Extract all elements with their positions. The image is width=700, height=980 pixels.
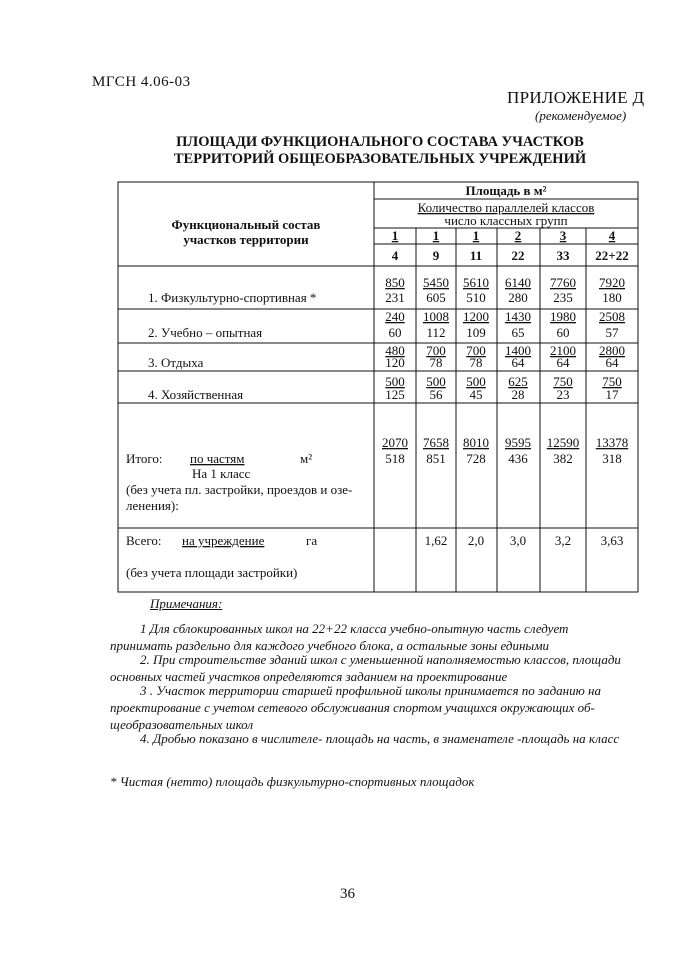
- table-title-line-1: ПЛОЩАДИ ФУНКЦИОНАЛЬНОГО СОСТАВА УЧАСТКОВ: [176, 134, 584, 150]
- class-groups-cell: 33: [556, 248, 570, 263]
- total-note-line-2: ленения):: [126, 498, 179, 513]
- grand-total-cell: 2,0: [467, 533, 485, 548]
- area-per-part-cell: 2100: [550, 343, 576, 358]
- area-per-part-cell: 500: [426, 374, 446, 389]
- area-per-class-cell: 45: [469, 387, 483, 402]
- total-per-part-cell: 12590: [546, 435, 580, 450]
- area-per-class-cell: 64: [605, 355, 619, 370]
- grand-total-unit: га: [306, 533, 318, 548]
- note-3: 3 . Участок территории старшей профильной школы принимается по заданию на проектирование с учетом сетевого обслуживания спортом учащихся окружающих об-щеобразовательных школ: [110, 683, 601, 732]
- total-per-class-cell: 436: [508, 451, 528, 466]
- parallels-header: Количество параллелей классов: [417, 200, 595, 215]
- area-per-part-cell: 700: [466, 343, 486, 358]
- area-per-part-cell: 1200: [463, 309, 489, 324]
- table-title-line-2: ТЕРРИТОРИЙ ОБЩЕОБРАЗОВАТЕЛЬНЫХ УЧРЕЖДЕНИЙ: [173, 151, 587, 167]
- total-per-part-cell: 9595: [505, 435, 531, 450]
- parallels-count-cell: 1: [432, 228, 440, 243]
- area-per-part-cell: 750: [602, 374, 622, 389]
- area-per-class-cell: 56: [429, 387, 443, 402]
- note-1: 1 Для сблокированных школ на 22+22 класса учебно-опытную часть следует принимать раздельно для каждого учебного блока, а остальные зоны едиными: [110, 621, 569, 653]
- parallels-count-cell: 4: [608, 228, 616, 243]
- area-per-part-cell: 7920: [599, 275, 625, 290]
- area-per-part-cell: 5610: [463, 275, 489, 290]
- grand-total-cell: 3,63: [600, 533, 624, 548]
- grand-total-note: (без учета площади застройки): [126, 565, 298, 580]
- area-per-class-cell: 57: [605, 325, 619, 340]
- area-per-class-cell: 605: [426, 290, 446, 305]
- area-per-part-cell: 500: [466, 374, 486, 389]
- note-2: 2. При строительстве зданий школ с уменьшенной наполняемостью классов, площади основных частей участков определяются заданием на проектирование: [110, 652, 621, 684]
- total-per-class: На 1 класс: [192, 466, 251, 481]
- grand-total-per: на учреждение: [182, 533, 265, 548]
- total-per-part-cell: 13378: [595, 435, 629, 450]
- row-label-sport: 1. Физкультурно-спортивная *: [148, 290, 317, 305]
- grand-total-cell: 3,0: [509, 533, 527, 548]
- total-by-parts: по частям: [190, 451, 245, 466]
- area-per-part-cell: 500: [385, 374, 405, 389]
- grand-total-label: Всего:: [126, 533, 162, 548]
- area-per-part-cell: 2508: [599, 309, 625, 324]
- area-per-part-cell: 240: [385, 309, 405, 324]
- area-per-part-cell: 1008: [423, 309, 449, 324]
- total-per-class-cell: 851: [426, 451, 446, 466]
- grand-total-cell: 1,62: [424, 533, 448, 548]
- row-label-experimental: 2. Учебно – опытная: [148, 325, 263, 340]
- appendix-subtitle: (рекомендуемое): [535, 108, 627, 123]
- area-header: Площадь в м²: [465, 183, 547, 198]
- area-per-part-cell: 750: [553, 374, 573, 389]
- parallels-count-cell: 1: [391, 228, 399, 243]
- column-header-territory: участков территории: [183, 232, 309, 247]
- notes-heading: Примечания:: [150, 596, 223, 611]
- area-per-class-cell: 231: [385, 290, 405, 305]
- area-per-class-cell: 17: [605, 387, 619, 402]
- area-per-class-cell: 125: [385, 387, 405, 402]
- area-per-class-cell: 109: [466, 325, 486, 340]
- total-per-part-cell: 2070: [382, 435, 408, 450]
- total-note-line-1: (без учета пл. застройки, проездов и озе-: [126, 482, 353, 497]
- class-groups-cell: 22: [511, 248, 525, 263]
- area-per-class-cell: 23: [556, 387, 570, 402]
- parallels-count-cell: 2: [514, 228, 522, 243]
- grand-total-cell: 3,2: [554, 533, 572, 548]
- total-unit: м²: [300, 451, 313, 466]
- area-per-class-cell: 180: [602, 290, 622, 305]
- footnote: * Чистая (нетто) площадь физкультурно-спортивных площадок: [110, 774, 475, 789]
- total-label: Итого:: [126, 451, 163, 466]
- page-number: 36: [340, 886, 355, 902]
- area-per-part-cell: 2800: [599, 343, 625, 358]
- area-per-part-cell: 7760: [550, 275, 576, 290]
- area-per-part-cell: 1400: [505, 343, 531, 358]
- area-per-class-cell: 120: [385, 355, 405, 370]
- appendix-title: ПРИЛОЖЕНИЕ Д: [507, 88, 645, 107]
- area-per-part-cell: 625: [508, 374, 528, 389]
- area-per-part-cell: 6140: [505, 275, 531, 290]
- class-groups-cell: 22+22: [595, 248, 629, 263]
- area-per-class-cell: 65: [511, 325, 525, 340]
- parallels-count-cell: 3: [559, 228, 567, 243]
- area-per-class-cell: 78: [469, 355, 483, 370]
- area-per-part-cell: 1430: [505, 309, 531, 324]
- note-4: 4. Дробью показано в числителе- площадь на часть, в знаменателе -площадь на класс: [140, 731, 620, 746]
- area-per-part-cell: 850: [385, 275, 405, 290]
- total-per-class-cell: 518: [385, 451, 405, 466]
- area-per-part-cell: 700: [426, 343, 446, 358]
- class-groups-cell: 11: [469, 248, 483, 263]
- area-per-class-cell: 112: [426, 325, 446, 340]
- area-per-class-cell: 64: [511, 355, 525, 370]
- area-per-class-cell: 60: [556, 325, 570, 340]
- document-code: МГСН 4.06-03: [92, 74, 191, 90]
- area-per-class-cell: 78: [429, 355, 443, 370]
- parallels-count-cell: 1: [472, 228, 480, 243]
- area-per-class-cell: 28: [511, 387, 525, 402]
- area-per-part-cell: 480: [385, 343, 405, 358]
- area-per-class-cell: 60: [388, 325, 402, 340]
- total-per-class-cell: 728: [466, 451, 486, 466]
- class-groups-cell: 9: [432, 248, 440, 263]
- area-per-class-cell: 510: [466, 290, 486, 305]
- area-per-part-cell: 1980: [550, 309, 576, 324]
- column-header-composition: Функциональный состав: [171, 217, 321, 232]
- area-per-part-cell: 5450: [423, 275, 449, 290]
- total-per-class-cell: 382: [553, 451, 573, 466]
- groups-header: число классных групп: [444, 213, 568, 228]
- total-per-class-cell: 318: [602, 451, 622, 466]
- area-per-class-cell: 235: [553, 290, 573, 305]
- area-per-class-cell: 280: [508, 290, 528, 305]
- class-groups-cell: 4: [391, 248, 399, 263]
- row-label-utility: 4. Хозяйственная: [148, 387, 244, 402]
- row-label-recreation: 3. Отдыха: [148, 355, 204, 370]
- area-per-class-cell: 64: [556, 355, 570, 370]
- total-per-part-cell: 8010: [463, 435, 489, 450]
- total-per-part-cell: 7658: [423, 435, 449, 450]
